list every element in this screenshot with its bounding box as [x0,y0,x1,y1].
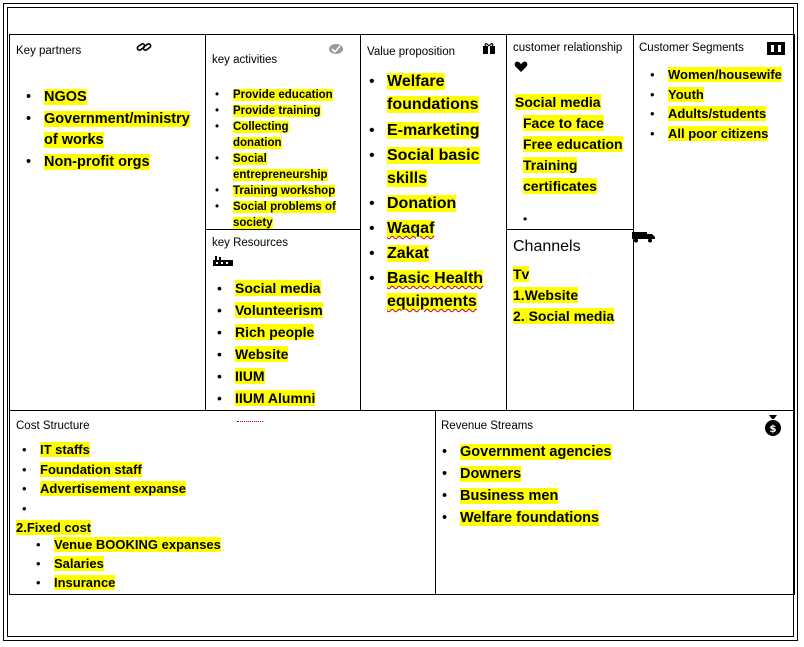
list-item: • Training workshop [209,183,337,199]
list-item: Tv [513,266,530,282]
fixed-cost-list [30,535,330,592]
customer-relationship-title: customer relationship [513,42,623,54]
factory-icon [212,255,234,267]
key-activities-title: key activities [212,54,278,66]
value-proposition-list [363,70,503,313]
gift-icon [482,42,496,55]
list-item: Free education [523,136,623,152]
list-item: • Welfare foundations [436,507,776,529]
cost-structure-block [9,410,436,595]
key-partners-title: Key partners [16,45,82,57]
list-item: • Rich people [211,321,356,343]
list-item [16,499,316,519]
list-item: • Insurance [30,573,330,592]
heart-icon [514,61,528,73]
list-item: • Social problems of society [209,199,337,230]
key-activities-list [209,87,337,230]
link-icon [135,40,153,54]
key-partners-list [20,87,205,173]
list-item: • IIUM Alumni [211,387,356,409]
key-resources-block [205,229,361,411]
list-item: • Volunteerism [211,299,356,321]
list-item: • E-marketing [363,119,503,142]
list-item: • Website [211,343,356,365]
list-item: 1.Website [513,287,579,303]
list-item: • Government/ministry of works [20,109,205,152]
list-item: • Adults/students [644,104,794,124]
list-item: • Social media [211,277,356,299]
list-item: • Welfare foundations [363,70,503,116]
empty-bullet: • [523,212,528,226]
list-item: • All poor citizens [644,124,794,144]
money-bag-icon [763,413,783,437]
fixed-cost-label: 2.Fixed cost [16,520,92,535]
checkmark-icon [328,43,344,55]
channels-title: Channels [513,238,581,255]
key-resources-list [211,277,356,409]
value-proposition-block [360,34,507,411]
list-item: • Foundation staff [16,460,316,480]
list-item: • Donation [363,192,503,215]
channels-lines [513,264,614,327]
revenue-streams-list [436,441,776,529]
customer-segments-list [644,65,794,143]
list-item: • Government agencies [436,441,776,463]
list-item: • IT staffs [16,440,316,460]
list-item: • Women/housewife [644,65,794,85]
list-item: • Venue BOOKING expanses [30,535,330,554]
customer-relationship-lines [523,113,628,197]
revenue-streams-block [435,410,795,595]
list-item: • Social basic skills [363,144,503,190]
list-item: • Downers [436,463,776,485]
list-item: • Provide education [209,87,337,103]
list-item: • Business men [436,485,776,507]
list-item: Training certificates [523,157,597,194]
list-item: • NGOS [20,87,205,109]
list-item: • Advertisement expanse [16,479,316,499]
cost-structure-list [16,440,316,518]
value-proposition-title: Value proposition [367,46,456,58]
customer-relationship-lead: Social media [515,94,601,110]
list-item: • Zakat [363,242,503,265]
key-resources-title: key Resources [212,237,289,249]
key-activities-block [205,34,361,230]
list-item: • Social entrepreneurship [209,151,337,183]
channels-block [506,229,634,411]
list-item: • Waqaf [363,217,503,240]
list-item: • IIUM [211,365,356,387]
list-item: • Non-profit orgs [20,152,205,174]
customer-relationship-block [506,34,634,230]
spellcheck-mark [237,415,263,422]
segment-icon [767,42,785,55]
list-item: • Basic Health equipments [363,267,503,313]
list-item: 2. Social media [513,308,615,324]
list-item: • Provide training [209,103,337,119]
list-item: • Collecting donation [209,119,337,151]
revenue-streams-title: Revenue Streams [441,420,534,432]
key-partners-block [9,34,206,411]
customer-segments-title: Customer Segments [639,42,744,54]
svg-text:$: $ [769,424,777,435]
list-item: Face to face [523,115,604,131]
list-item: • Youth [644,85,794,105]
list-item: • Salaries [30,554,330,573]
cost-structure-title: Cost Structure [16,420,90,432]
customer-segments-block [633,34,795,411]
